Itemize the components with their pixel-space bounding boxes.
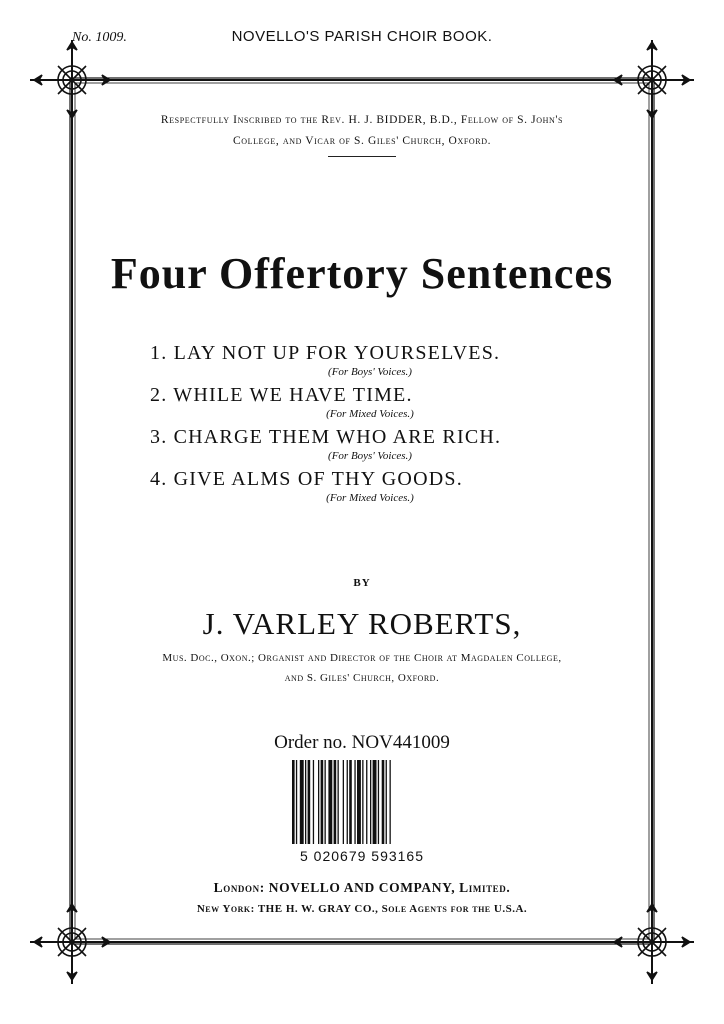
barcode-bar xyxy=(390,760,391,844)
item-title: 1. LAY NOT UP FOR YOURSELVES. xyxy=(150,342,501,364)
publisher: London: NOVELLO AND COMPANY, Limited. xyxy=(213,880,511,895)
barcode-bar xyxy=(347,760,348,844)
barcode-bar xyxy=(325,760,326,844)
barcode-bar xyxy=(338,760,339,844)
barcode-bar xyxy=(378,760,379,844)
barcode-bar xyxy=(313,760,314,844)
item-voices: (For Mixed Voices.) xyxy=(326,492,414,504)
dedication-line-2: College, and Vicar of S. Giles' Church, Oxford. xyxy=(232,135,492,147)
barcode-bar xyxy=(349,760,352,844)
barcode-bar xyxy=(321,760,324,844)
barcode-bar xyxy=(382,760,385,844)
barcode-bar xyxy=(292,760,295,844)
composer-name: J. VARLEY ROBERTS, xyxy=(202,606,522,641)
barcode-bar xyxy=(362,760,363,844)
credentials-line-1: Mus. Doc., Oxon.; Organist and Director of the Choir at Magdalen College, xyxy=(162,652,562,664)
barcode-bar xyxy=(357,760,361,844)
list-item xyxy=(150,426,590,462)
series-title: NOVELLO'S PARISH CHOIR BOOK. xyxy=(231,28,493,45)
barcode-digits: 5 020679 593165 xyxy=(300,848,424,864)
contents-list xyxy=(150,342,590,510)
barcode-bar xyxy=(354,760,355,844)
list-item xyxy=(150,468,590,504)
barcode-bar xyxy=(366,760,367,844)
barcode-bar xyxy=(296,760,297,844)
credentials-line-2: and S. Giles' Church, Oxford. xyxy=(284,672,440,684)
page-title: Four Offertory Sentences xyxy=(110,249,614,298)
barcode-bar xyxy=(305,760,306,844)
barcode-bar xyxy=(308,760,311,844)
barcode xyxy=(290,760,432,860)
item-title: 3. CHARGE THEM WHO ARE RICH. xyxy=(150,426,502,448)
dedication-line-1: Respectfully Inscribed to the Rev. H. J. BIDDER, B.D., Fellow of S. John's xyxy=(160,114,564,126)
barcode-bar xyxy=(370,760,371,844)
dedication xyxy=(90,110,634,152)
item-title: 2. WHILE WE HAVE TIME. xyxy=(150,384,413,406)
list-item xyxy=(150,342,590,378)
composer-credentials xyxy=(90,648,634,688)
item-title: 4. GIVE ALMS OF THY GOODS. xyxy=(150,468,463,490)
order-number: Order no. NOV441009 xyxy=(274,732,450,753)
list-item xyxy=(150,384,590,420)
agents: New York: THE H. W. GRAY CO., Sole Agents for the U.S.A. xyxy=(196,903,528,915)
item-voices: (For Boys' Voices.) xyxy=(328,366,412,378)
item-voices: (For Boys' Voices.) xyxy=(328,450,412,462)
barcode-bar xyxy=(300,760,304,844)
barcode-bar xyxy=(334,760,337,844)
barcode-bar xyxy=(373,760,377,844)
barcode-bar xyxy=(328,760,332,844)
barcode-bar xyxy=(343,760,344,844)
item-voices: (For Mixed Voices.) xyxy=(326,408,414,420)
divider xyxy=(328,156,396,157)
catalog-number: No. 1009. xyxy=(72,30,127,45)
by-label: BY xyxy=(353,577,371,589)
barcode-bar xyxy=(386,760,387,844)
barcode-bar xyxy=(318,760,319,844)
